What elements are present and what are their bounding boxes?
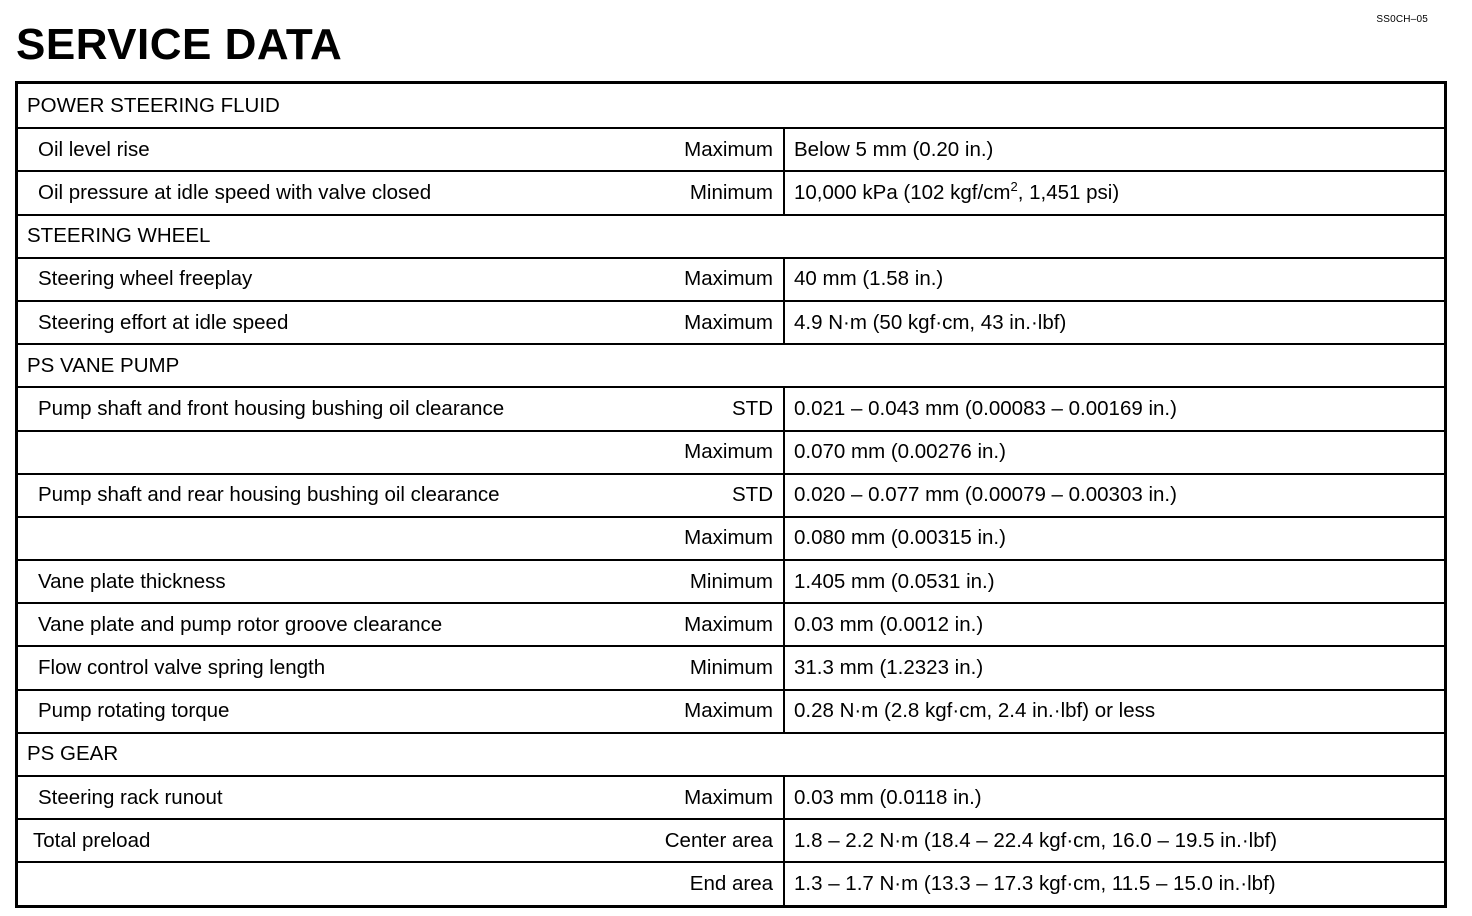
- spec-value: 1.8 – 2.2 N·m (18.4 – 22.4 kgf·cm, 16.0 – 19.5 in.·lbf): [794, 828, 1278, 852]
- spec-condition: Minimum: [689, 180, 773, 204]
- spec-value: 0.03 mm (0.0118 in.): [794, 785, 982, 809]
- spec-item: Oil pressure at idle speed with valve closed: [38, 180, 432, 204]
- spec-value-superscript: 2: [1010, 179, 1018, 195]
- spec-condition: Maximum: [684, 267, 773, 291]
- spec-condition: Maximum: [684, 310, 773, 334]
- spec-condition: Maximum: [684, 785, 773, 809]
- spec-row: [18, 516, 1444, 559]
- spec-row: [18, 430, 1444, 473]
- spec-row: [18, 386, 1444, 429]
- spec-value-text: , 1,451 psi): [1017, 180, 1120, 204]
- spec-row: [18, 257, 1444, 300]
- spec-row: [18, 775, 1444, 818]
- section-heading-label: STEERING WHEEL: [27, 224, 211, 248]
- section-heading-label: PS GEAR: [27, 742, 119, 766]
- spec-condition: STD: [732, 396, 773, 420]
- spec-value: Below 5 mm (0.20 in.): [794, 137, 994, 161]
- spec-item: Flow control valve spring length: [38, 656, 326, 680]
- spec-item: Total preload: [33, 828, 151, 852]
- spec-value: 31.3 mm (1.2323 in.): [794, 656, 984, 680]
- spec-condition: Center area: [664, 828, 773, 852]
- spec-item: Steering wheel freeplay: [38, 267, 253, 291]
- spec-item: Vane plate and pump rotor groove clearance: [38, 612, 443, 636]
- section-heading-power-steering-fluid: [18, 84, 1444, 127]
- spec-value: 1.405 mm (0.0531 in.): [794, 569, 995, 593]
- spec-item: Vane plate thickness: [38, 569, 226, 593]
- spec-row: [18, 861, 1444, 904]
- section-heading-steering-wheel: [18, 214, 1444, 257]
- spec-row: [18, 559, 1444, 602]
- spec-value: 4.9 N·m (50 kgf·cm, 43 in.·lbf): [794, 310, 1067, 334]
- spec-row: [18, 300, 1444, 343]
- spec-value: 0.03 mm (0.0012 in.): [794, 612, 984, 636]
- spec-item: Steering rack runout: [38, 785, 223, 809]
- spec-value: 0.021 – 0.043 mm (0.00083 – 0.00169 in.): [794, 396, 1177, 420]
- spec-row: [18, 602, 1444, 645]
- spec-condition: Maximum: [684, 699, 773, 723]
- spec-row: [18, 127, 1444, 170]
- spec-item: Pump shaft and rear housing bushing oil clearance: [38, 483, 500, 507]
- spec-item: Pump shaft and front housing bushing oil clearance: [38, 396, 505, 420]
- spec-value: 0.080 mm (0.00315 in.): [794, 526, 1006, 550]
- spec-row: [18, 818, 1444, 861]
- spec-row: [18, 689, 1444, 732]
- spec-item: Pump rotating torque: [38, 699, 230, 723]
- spec-row: [18, 645, 1444, 688]
- spec-condition: Maximum: [684, 526, 773, 550]
- section-heading-ps-gear: [18, 732, 1444, 775]
- spec-value: 0.070 mm (0.00276 in.): [794, 440, 1006, 464]
- document-code: SS0CH–05: [1376, 14, 1428, 25]
- spec-value-text: 10,000 kPa (102 kgf/cm: [794, 180, 1011, 204]
- spec-row: [18, 170, 1444, 213]
- spec-row: [18, 473, 1444, 516]
- spec-condition: Maximum: [684, 440, 773, 464]
- spec-condition: Maximum: [684, 137, 773, 161]
- spec-item: Oil level rise: [38, 137, 150, 161]
- spec-value: 0.020 – 0.077 mm (0.00079 – 0.00303 in.): [794, 483, 1177, 507]
- spec-condition: Minimum: [689, 569, 773, 593]
- page-title: SERVICE DATA: [16, 20, 343, 69]
- service-data-table: [15, 81, 1447, 908]
- spec-condition: End area: [689, 871, 773, 895]
- spec-value: [794, 181, 1119, 205]
- spec-value: 1.3 – 1.7 N·m (13.3 – 17.3 kgf·cm, 11.5 – 15.0 in.·lbf): [794, 871, 1276, 895]
- section-heading-ps-vane-pump: [18, 343, 1444, 386]
- spec-condition: STD: [732, 483, 773, 507]
- spec-condition: Minimum: [689, 656, 773, 680]
- spec-value: 0.28 N·m (2.8 kgf·cm, 2.4 in.·lbf) or less: [794, 699, 1156, 723]
- section-heading-label: PS VANE PUMP: [27, 353, 180, 377]
- spec-item: Steering effort at idle speed: [38, 310, 289, 334]
- spec-value: 40 mm (1.58 in.): [794, 267, 944, 291]
- section-heading-label: POWER STEERING FLUID: [27, 93, 280, 117]
- spec-condition: Maximum: [684, 612, 773, 636]
